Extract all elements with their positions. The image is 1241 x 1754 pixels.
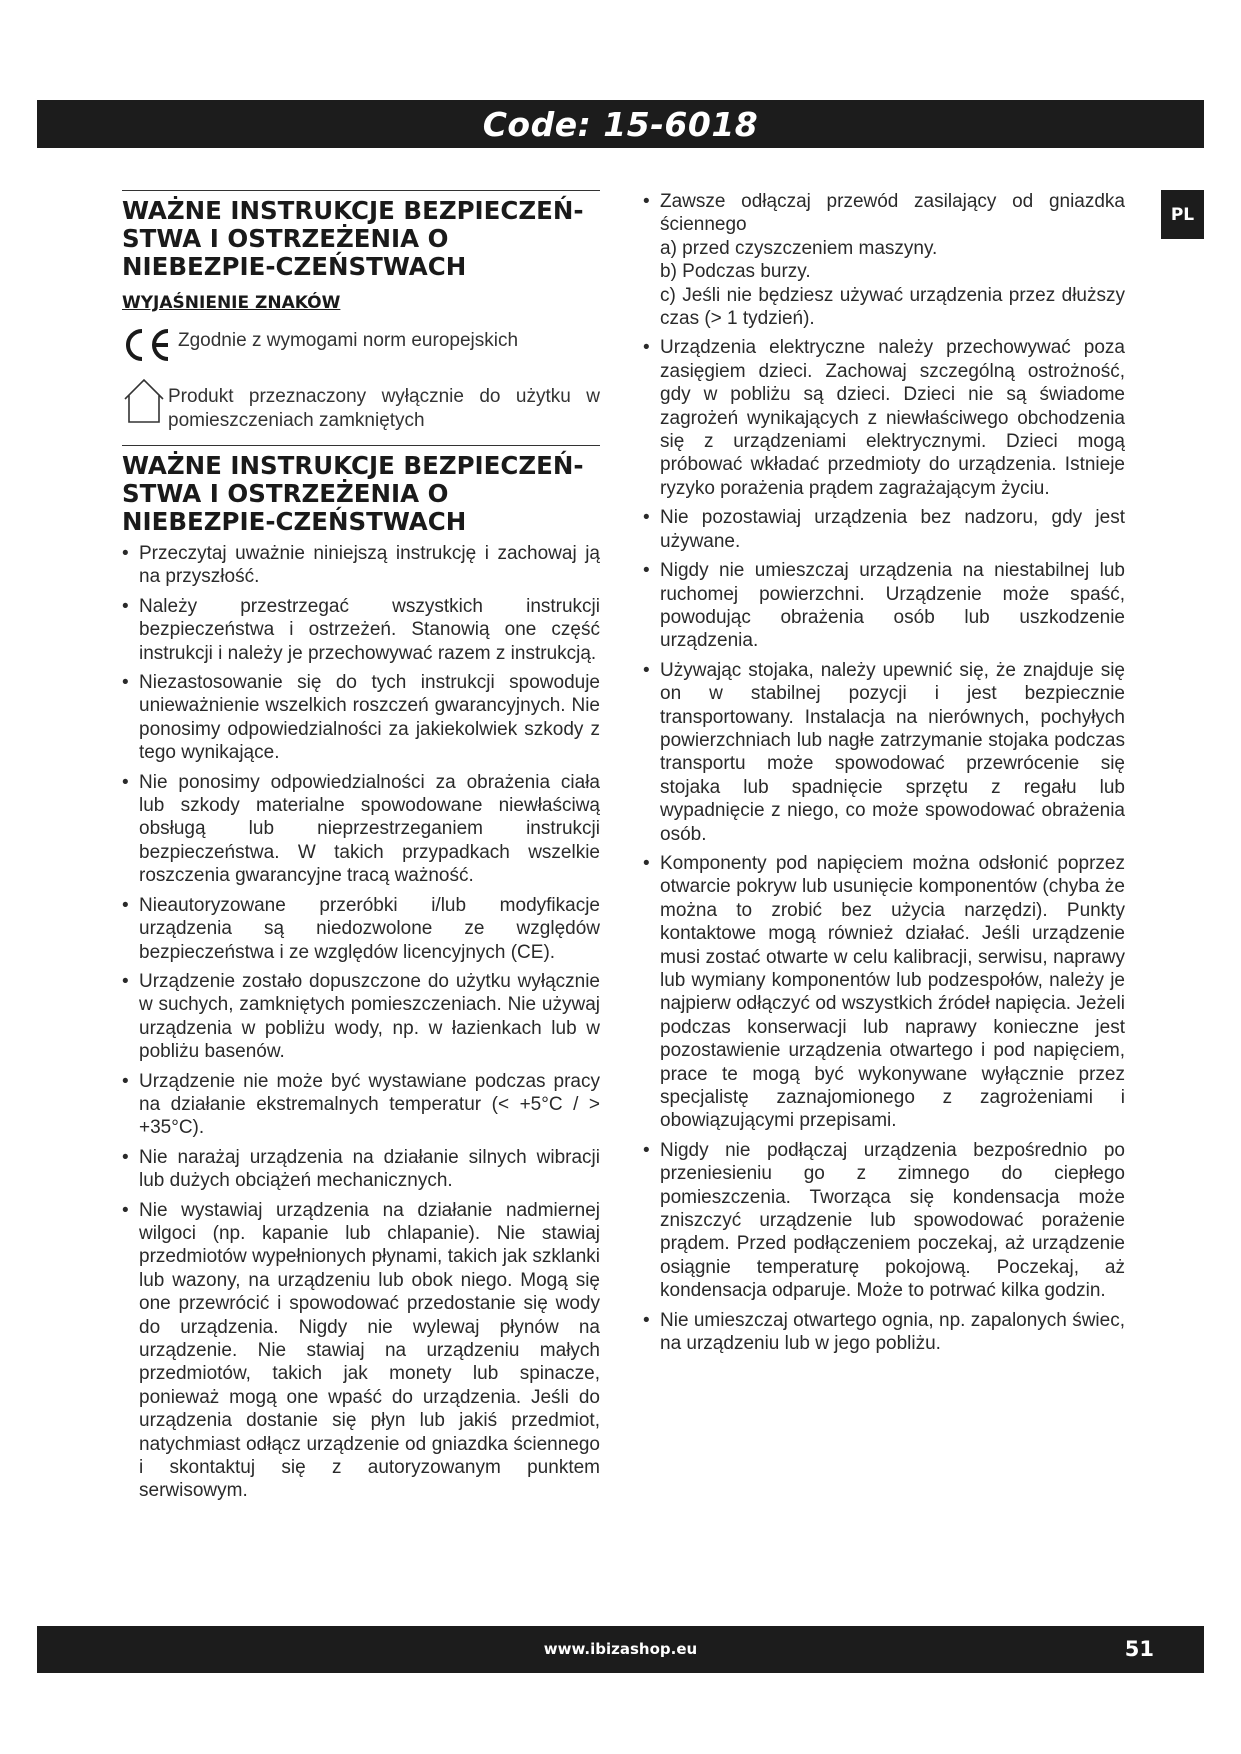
list-item: • Nie pozostawiaj urządzenia bez nadzoru, gdy jest używane. [643, 506, 1125, 553]
list-item: • Używając stojaka, należy upewnić się, że znajduje się on w stabilnej pozycji i jest bezpiecznie transportowany. Instalacja na nierównych, pochyłych powierzchniach lub nagłe zatrzymanie stojaka podczas transportu może spowodować przewrócenie się stojaka lub spadnięcie sprzętu z regału lub wypadnięcie z niego, co może spowodować obrażenia osób. [643, 659, 1125, 846]
right-bullet-list [643, 190, 1125, 1356]
disconnect-case-b: b) Podczas burzy. [660, 261, 811, 283]
ce-symbol-row [122, 325, 600, 365]
disconnect-case-a: a) przed czyszczeniem maszyny. [660, 237, 938, 259]
disconnect-lead: • Zawsze odłączaj przewód zasilający od gniazdka ściennego [660, 191, 1125, 236]
left-bullet-list [122, 542, 600, 1503]
list-item-disconnect [643, 190, 1125, 330]
list-item: • Urządzenie zostało dopuszczone do użytku wyłącznie w suchych, zamkniętych pomieszczeniach. Nie używaj urządzenia w pobliżu wody, np. w łazienkach lub w pobliżu basenów. [122, 970, 600, 1064]
list-item: • Nie narażaj urządzenia na działanie silnych wibracji lub dużych obciążeń mechanicznych. [122, 1146, 600, 1193]
indoor-symbol-row [122, 377, 600, 433]
section-title: WAŻNE INSTRUKCJE BEZPIECZEŃ-STWA I OSTRZEŻENIA O NIEBEZPIE-CZEŃSTWACH [122, 196, 584, 281]
list-item: • Nieautoryzowane przeróbki i/lub modyfikacje urządzenia są niedozwolone ze względów bezpieczeństwa i ze względów licencyjnych (CE). [122, 894, 600, 964]
list-item: • Nie wystawiaj urządzenia na działanie nadmiernej wilgoci (np. kapanie lub chlapanie). Nie stawiaj przedmiotów wypełnionych płynami, takich jak szklanki lub wazony, na urządzeniu lub obok niego. Mogą się one przewrócić i spowodować przedostanie się wody do urządzenia. Nigdy nie wylewaj płynów na urządzenie. Nie stawiaj na urządzeniu małych przedmiotów, takich jak monety lub spinacze, ponieważ mogą one wpaść do urządzenia. Jeśli do urządzenia dostanie się płyn lub jakiś przedmiot, natychmiast odłącz urządzenie od gniazdka ściennego i skontaktuj się z autoryzowanym punktem serwisowym. [122, 1199, 600, 1503]
product-code: Code: 15-6018 [482, 104, 759, 144]
page-number: 51 [1124, 1637, 1154, 1661]
list-item: • Nigdy nie podłączaj urządzenia bezpośrednio po przeniesieniu go z zimnego do ciepłego pomieszczenia. Tworząca się kondensacja może zniszczyć urządzenie lub spowodować porażenie prądem. Przed podłączeniem poczekaj, aż urządzenie osiągnie temperaturę pokojową. Poczekaj, aż kondensacja odparuje. Może to potrwać kilka godzin. [643, 1139, 1125, 1303]
list-item: • Przeczytaj uważnie niniejszą instrukcję i zachowaj ją na przyszłość. [122, 542, 600, 589]
symbols-subtitle: WYJAŚNIENIE ZNAKÓW [122, 293, 341, 313]
safety-section [122, 445, 600, 1503]
list-item: • Nie ponosimy odpowiedzialności za obrażenia ciała lub szkody materialne spowodowane niewłaściwą obsługą lub nieprzestrzeganiem instrukcji bezpieczeństwa. W takich przypadkach wszelkie roszczenia gwarancyjne tracą ważność. [122, 771, 600, 888]
list-item: • Należy przestrzegać wszystkich instrukcji bezpieczeństwa i ostrzeżeń. Stanowią one część instrukcji i należy je przechowywać razem z instrukcją. [122, 595, 600, 665]
symbols-section [122, 190, 600, 433]
footer-url: www.ibizashop.eu [543, 1640, 698, 1658]
list-item: • Urządzenia elektryczne należy przechowywać poza zasięgiem dzieci. Zachowaj szczególną ostrożność, gdy w pobliżu są dzieci. Dzieci nie są świadome zagrożeń wynikających z niewłaściwego obchodzenia się z urządzeniami elektrycznymi. Dzieci mogą próbować wkładać przedmioty do urządzenia. Istnieje ryzyko porażenia prądem zagrażającym życiu. [643, 336, 1125, 500]
footer-bar [37, 1626, 1204, 1673]
header-bar [37, 100, 1204, 148]
list-item: • Niezastosowanie się do tych instrukcji spowoduje unieważnienie wszelkich roszczeń gwarancyjnych. Nie ponosimy odpowiedzialności za jakiekolwiek szkody z tego wynikające. [122, 671, 600, 765]
ce-description: Zgodnie z wymogami norm europejskich [178, 330, 519, 351]
ce-mark-icon [122, 325, 178, 365]
list-item: • Komponenty pod napięciem można odsłonić poprzez otwarcie pokryw lub usunięcie komponentów (chyba że można to zrobić bez użycia narzędzi). Punkty kontaktowe mogą również działać. Jeśli urządzenie musi zostać otwarte w celu kalibracji, serwisu, naprawy lub wymiany komponentów lub podzespołów, należy je najpierw odłączyć od wszystkich źródeł napięcia. Jeżeli podczas konserwacji lub naprawy konieczne jest pozostawienie urządzenia otwartego i pod napięciem, prace te mogą być wykonywane wyłącznie przez specjalistę zaznajomionego z zagrożeniami i obowiązującymi przepisami. [643, 852, 1125, 1133]
house-icon [122, 377, 166, 425]
language-tab: PL [1161, 190, 1204, 239]
disconnect-case-c: c) Jeśli nie będziesz używać urządzenia przez dłuższy czas (> 1 tydzień). [660, 284, 1125, 330]
list-item: • Nigdy nie umieszczaj urządzenia na niestabilnej lub ruchomej powierzchni. Urządzenie może spaść, powodując obrażenia osób lub uszkodzenie urządzenia. [643, 559, 1125, 653]
left-column [122, 190, 600, 1509]
list-item: • Urządzenie nie może być wystawiane podczas pracy na działanie ekstremalnych temperatur (< +5°C / > +35°C). [122, 1070, 600, 1140]
right-column [643, 190, 1125, 1362]
indoor-description: Produkt przeznaczony wyłącznie do użytku w pomieszczeniach zamkniętych [168, 386, 600, 431]
section-title-2: WAŻNE INSTRUKCJE BEZPIECZEŃ-STWA I OSTRZEŻENIA O NIEBEZPIE-CZEŃSTWACH [122, 451, 584, 536]
list-item: • Nie umieszczaj otwartego ognia, np. zapalonych świec, na urządzeniu lub w jego pobliżu. [643, 1309, 1125, 1356]
